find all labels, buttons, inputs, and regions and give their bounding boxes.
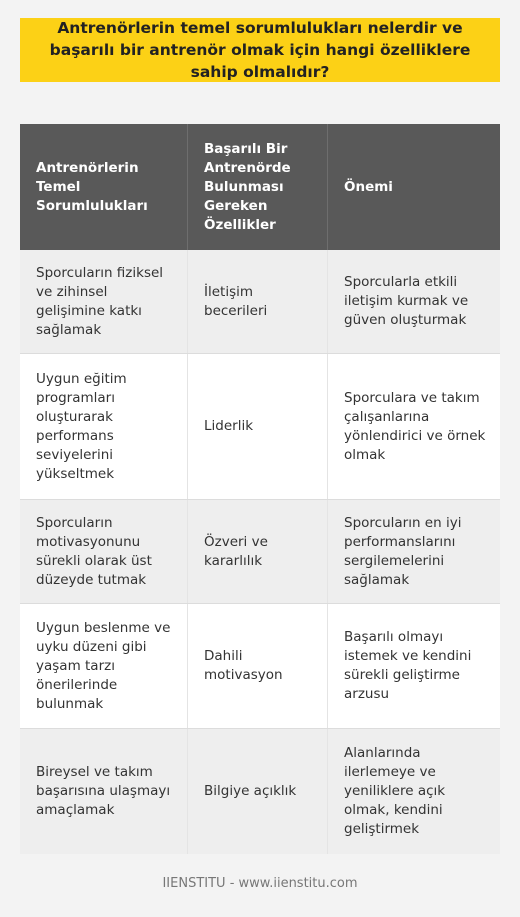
title-banner <box>20 18 500 82</box>
table-cell: Sporcuların en iyi performanslarını sergilemelerini sağlamak <box>327 500 500 603</box>
table-cell: Sporcuların fiziksel ve zihinsel gelişimine katkı sağlamak <box>36 264 164 338</box>
table-header-cell: Antrenörlerin Temel Sorumlulukları <box>36 159 148 214</box>
table-cell: Başarılı olmayı istemek ve kendini sürekli geliştirme arzusu <box>327 604 500 728</box>
table-cell: Liderlik <box>187 354 327 499</box>
table-row <box>20 500 500 604</box>
table-cell: Uygun eğitim programları oluşturarak performans seviyelerini yükseltmek <box>36 370 127 482</box>
table-row <box>20 354 500 500</box>
table-cell: İletişim becerileri <box>187 250 327 353</box>
page-title: Antrenörlerin temel sorumlulukları nelerdir ve başarılı bir antrenör olmak için hangi özelliklere sahip olmalıdır? <box>49 19 471 81</box>
responsibilities-table <box>20 124 500 854</box>
table-cell: Bireysel ve takım başarısına ulaşmayı amaçlamak <box>36 764 171 818</box>
table-cell: Sporculara ve takım çalışanlarına yönlendirici ve örnek olmak <box>327 354 500 499</box>
table-row <box>20 250 500 354</box>
table-header-row <box>20 124 500 250</box>
table-header-cell: Başarılı Bir Antrenörde Bulunması Gereken Özellikler <box>187 124 327 250</box>
table-row <box>20 729 500 854</box>
table-cell: Uygun beslenme ve uyku düzeni gibi yaşam tarzı önerilerinde bulunmak <box>36 619 171 712</box>
table-cell: Alanlarında ilerlemeye ve yeniliklere açık olmak, kendini geliştirmek <box>327 729 500 854</box>
footer-credit: IIENSTITU - www.iienstitu.com <box>162 876 358 891</box>
table-row <box>20 604 500 729</box>
table-cell: Dahili motivasyon <box>187 604 327 728</box>
table-cell: Bilgiye açıklık <box>187 729 327 854</box>
table-header-cell: Önemi <box>327 124 500 250</box>
table-cell: Özveri ve kararlılık <box>187 500 327 603</box>
table-cell: Sporcularla etkili iletişim kurmak ve güven oluşturmak <box>327 250 500 353</box>
table-cell: Sporcuların motivasyonunu sürekli olarak üst düzeyde tutmak <box>36 514 152 588</box>
